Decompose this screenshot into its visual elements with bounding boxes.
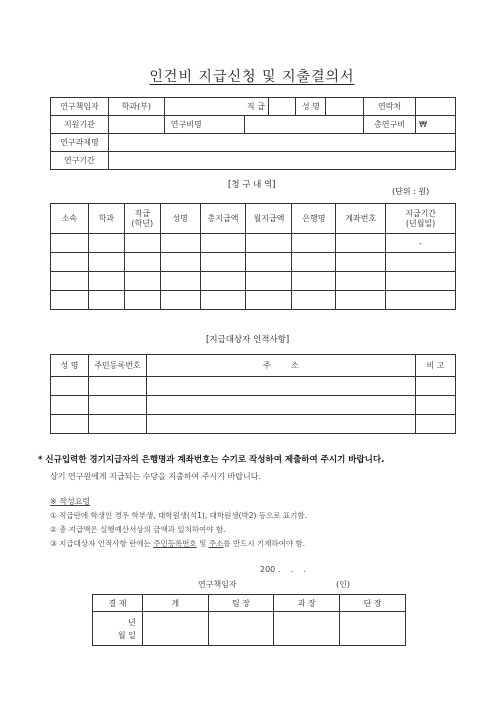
signer-label: 연구책임자 <box>198 580 237 589</box>
approval-col-team-leader: 팀 장 <box>208 595 274 612</box>
cell[interactable] <box>200 234 246 253</box>
target-table <box>50 354 456 434</box>
cell[interactable] <box>200 291 246 310</box>
researcher-label: 연구책임자 <box>51 98 109 116</box>
cell[interactable] <box>292 272 336 291</box>
notes-title: ※ 작성요령 <box>50 497 91 506</box>
table-row <box>51 291 456 310</box>
table-row <box>51 396 456 415</box>
cell[interactable] <box>51 377 89 396</box>
signature-team-leader[interactable] <box>208 612 274 646</box>
approval-label: 결 재 <box>93 595 143 612</box>
col-affiliation: 소속 <box>51 204 89 234</box>
project-label: 연구과제명 <box>51 134 109 152</box>
approval-col-staff: 계 <box>142 595 208 612</box>
expense-label: 연구비명 <box>164 116 244 134</box>
seal-mark: (인) <box>336 580 350 589</box>
cell[interactable] <box>336 291 386 310</box>
cell[interactable] <box>416 396 456 415</box>
note-item-3 <box>50 538 305 549</box>
dept-field[interactable] <box>164 98 244 116</box>
col-target-id: 주민등록번호 <box>88 355 146 377</box>
dept-label: 학과(부) <box>108 98 164 116</box>
table-row <box>51 272 456 291</box>
contact-field[interactable] <box>416 98 456 116</box>
cell[interactable] <box>292 291 336 310</box>
note-item-2: ② 총 지급액은 실행예산서상의 금액과 일치하여야 함. <box>50 525 226 534</box>
col-pay-period: 지급기간 (년월일) <box>386 204 456 234</box>
cell[interactable] <box>416 377 456 396</box>
note3-part: ③ 지급대상자 인적사항 란에는 <box>50 539 154 548</box>
cell[interactable] <box>292 234 336 253</box>
position-field[interactable] <box>268 98 296 116</box>
cell[interactable] <box>386 272 456 291</box>
project-field[interactable] <box>108 134 455 152</box>
table-row <box>51 415 456 434</box>
won-sign: ₩ <box>419 120 427 129</box>
cell[interactable] <box>124 272 160 291</box>
cell[interactable] <box>246 234 292 253</box>
approval-col-section-chief: 과 장 <box>274 595 340 612</box>
period-cell[interactable] <box>386 234 456 253</box>
cell[interactable] <box>51 396 89 415</box>
position-label: 직 급 <box>244 98 268 116</box>
col-target-remark: 비 고 <box>416 355 456 377</box>
col-bank: 은행명 <box>292 204 336 234</box>
claim-section-title: [청 구 내 역] <box>228 180 276 190</box>
date-field[interactable]: 200 . . . <box>260 565 306 574</box>
cell[interactable] <box>160 291 200 310</box>
cell[interactable] <box>51 415 89 434</box>
col-monthly-pay: 월지급액 <box>246 204 292 234</box>
signature-director[interactable] <box>340 612 406 646</box>
period-label: 연구기간 <box>51 152 109 170</box>
approval-date-cell <box>93 612 143 646</box>
request-text: 상기 연구원에게 지급되는 수당을 지출하여 주시기 바랍니다. <box>50 472 261 481</box>
cell[interactable] <box>146 396 415 415</box>
note-item-1: ① 직급란에 학생인 경우 학부생, 대학원생(석1), 대학원생(박2) 등으로 표기함. <box>50 511 308 520</box>
cell[interactable] <box>88 234 124 253</box>
period-dash: - <box>419 238 423 248</box>
note3-part: 를 반드시 기재하여야 함. <box>223 539 306 548</box>
support-org-field[interactable] <box>108 116 164 134</box>
approval-table <box>92 594 406 646</box>
cell[interactable] <box>51 253 89 272</box>
approval-col-director: 단 장 <box>340 595 406 612</box>
total-label: 총연구비 <box>364 116 416 134</box>
name-label: 성 명 <box>296 98 326 116</box>
info-table <box>50 97 456 170</box>
cell[interactable] <box>88 253 124 272</box>
col-dept: 학과 <box>88 204 124 234</box>
note3-part: 및 <box>196 539 209 548</box>
cell[interactable] <box>146 377 415 396</box>
cell[interactable] <box>246 291 292 310</box>
cell[interactable] <box>88 291 124 310</box>
notice-text: * 신규입력한 경기지급자의 은행명과 계좌번호는 수기로 작성하여 제출하여 주시기 바랍니다. <box>38 455 385 465</box>
cell[interactable] <box>124 234 160 253</box>
month-day-label: 월 일 <box>117 630 136 640</box>
cell[interactable] <box>124 291 160 310</box>
cell[interactable] <box>336 272 386 291</box>
document-title: 인건비 지급신청 및 지출결의서 <box>149 69 355 85</box>
unit-label: (단위 : 원) <box>392 187 430 196</box>
claim-table <box>50 203 456 310</box>
cell[interactable] <box>416 415 456 434</box>
table-row <box>51 253 456 272</box>
cell[interactable] <box>146 415 415 434</box>
period-field[interactable] <box>108 152 455 170</box>
signature-section-chief[interactable] <box>274 612 340 646</box>
col-total-pay: 총지급액 <box>200 204 246 234</box>
cell[interactable] <box>124 253 160 272</box>
cell[interactable] <box>386 291 456 310</box>
cell[interactable] <box>51 272 89 291</box>
expense-field[interactable] <box>244 116 364 134</box>
cell[interactable] <box>386 253 456 272</box>
cell[interactable] <box>336 253 386 272</box>
support-org-label: 지원기관 <box>51 116 109 134</box>
note3-address-underlined: 주소 <box>208 539 224 548</box>
cell[interactable] <box>160 272 200 291</box>
cell[interactable] <box>88 396 146 415</box>
cell[interactable] <box>246 253 292 272</box>
cell[interactable] <box>246 272 292 291</box>
cell[interactable] <box>160 253 200 272</box>
cell[interactable] <box>51 234 89 253</box>
total-field[interactable] <box>416 116 456 134</box>
cell[interactable] <box>88 377 146 396</box>
col-position: 직급 (학년) <box>124 204 160 234</box>
table-row <box>51 377 456 396</box>
cell[interactable] <box>160 234 200 253</box>
table-row <box>51 234 456 253</box>
cell[interactable] <box>200 272 246 291</box>
col-target-name: 성 명 <box>51 355 89 377</box>
cell[interactable] <box>88 272 124 291</box>
note3-id-underlined: 주민등록번호 <box>153 539 197 548</box>
cell[interactable] <box>88 415 146 434</box>
name-field[interactable] <box>326 98 364 116</box>
col-account: 계좌번호 <box>336 204 386 234</box>
cell[interactable] <box>292 253 336 272</box>
cell[interactable] <box>51 291 89 310</box>
col-name: 성명 <box>160 204 200 234</box>
col-target-address: 주 소 <box>146 355 415 377</box>
target-section-title: [지급대상자 인적사항] <box>206 335 290 345</box>
year-label: 년 <box>128 617 136 627</box>
contact-label: 연락처 <box>364 98 416 116</box>
signature-staff[interactable] <box>142 612 208 646</box>
cell[interactable] <box>336 234 386 253</box>
cell[interactable] <box>200 253 246 272</box>
